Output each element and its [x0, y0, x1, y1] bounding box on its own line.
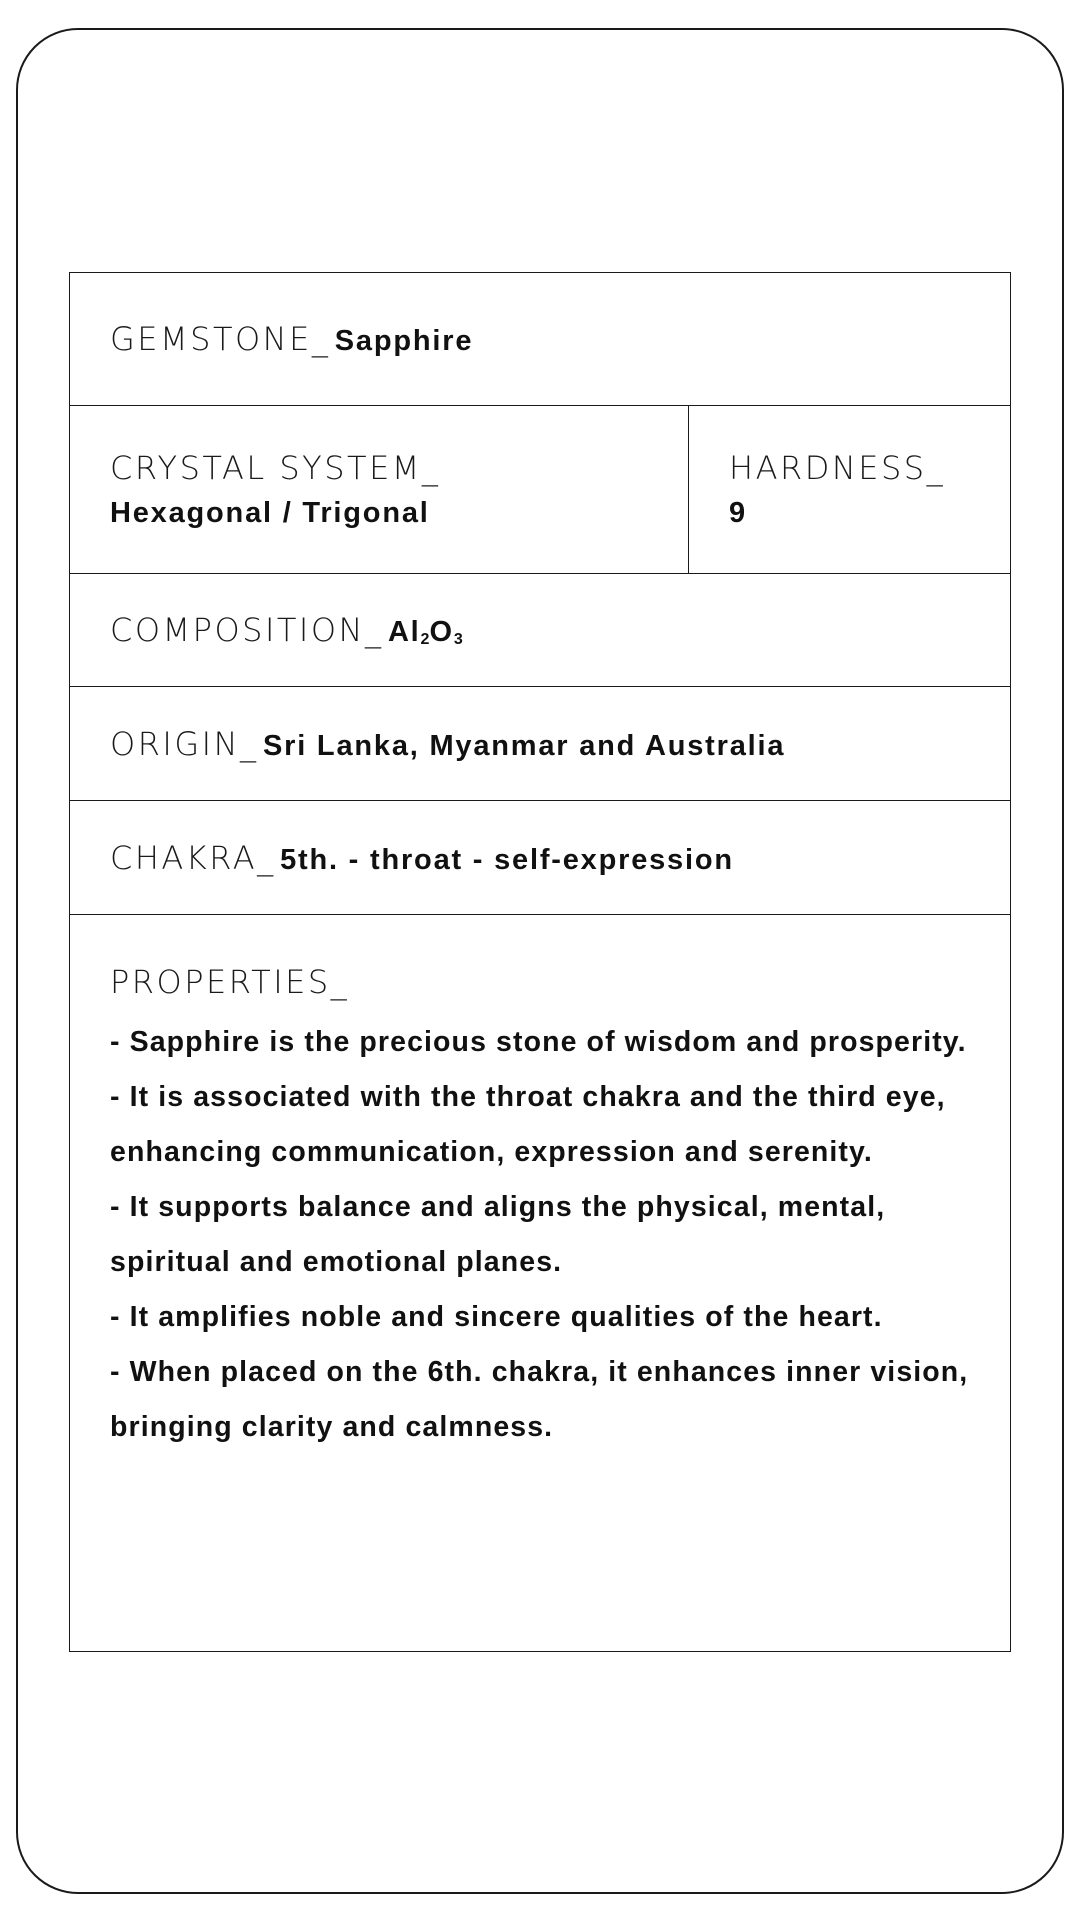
origin-row: [70, 687, 1010, 801]
property-item: - When placed on the 6th. chakra, it enhances inner vision, bringing clarity and calmness.: [110, 1356, 969, 1443]
gemstone-label: GEMSTONE_: [110, 320, 331, 358]
formula-element-al: Al: [387, 616, 421, 648]
property-item: - It is associated with the throat chakra and the third eye, enhancing communication, expression and serenity.: [110, 1081, 946, 1168]
property-item: - It amplifies noble and sincere qualities of the heart.: [110, 1301, 883, 1333]
crystal-system-label: CRYSTAL SYSTEM_: [110, 449, 441, 487]
gemstone-row: [70, 273, 1010, 406]
properties-list: [110, 1015, 980, 1455]
property-item: - It supports balance and aligns the physical, mental, spiritual and emotional planes.: [110, 1191, 886, 1278]
composition-label: COMPOSITION_: [110, 611, 384, 649]
chakra-row: [70, 801, 1010, 915]
origin-label: ORIGIN_: [110, 724, 259, 763]
properties-row: [70, 915, 1010, 1651]
formula-element-o: O: [429, 616, 454, 648]
gemstone-value: Sapphire: [334, 325, 474, 357]
properties-label: PROPERTIES_: [110, 963, 350, 1001]
properties-cell: [70, 915, 1010, 1651]
origin-cell: [70, 725, 815, 763]
hardness-value: 9: [729, 497, 747, 529]
chakra-cell: [70, 839, 764, 877]
gemstone-cell: [70, 320, 503, 358]
gemstone-spec-table: [69, 272, 1011, 1652]
formula-subscript-2: 2: [420, 631, 430, 648]
hardness-cell: [689, 406, 1010, 573]
hardness-label: HARDNESS_: [729, 449, 946, 487]
property-item: - Sapphire is the precious stone of wisdom and prosperity.: [110, 1026, 967, 1058]
composition-row: [70, 574, 1010, 687]
composition-formula: [388, 616, 463, 648]
formula-subscript-3: 3: [453, 631, 463, 648]
crystal-hardness-row: [70, 406, 1010, 574]
chakra-value: 5th. - throat - self-expression: [280, 843, 734, 876]
crystal-system-cell: [70, 406, 689, 573]
origin-value: Sri Lanka, Myanmar and Australia: [262, 729, 786, 762]
crystal-system-value: Hexagonal / Trigonal: [110, 497, 430, 529]
composition-cell: [70, 611, 493, 649]
chakra-label: CHAKRA_: [110, 838, 276, 877]
